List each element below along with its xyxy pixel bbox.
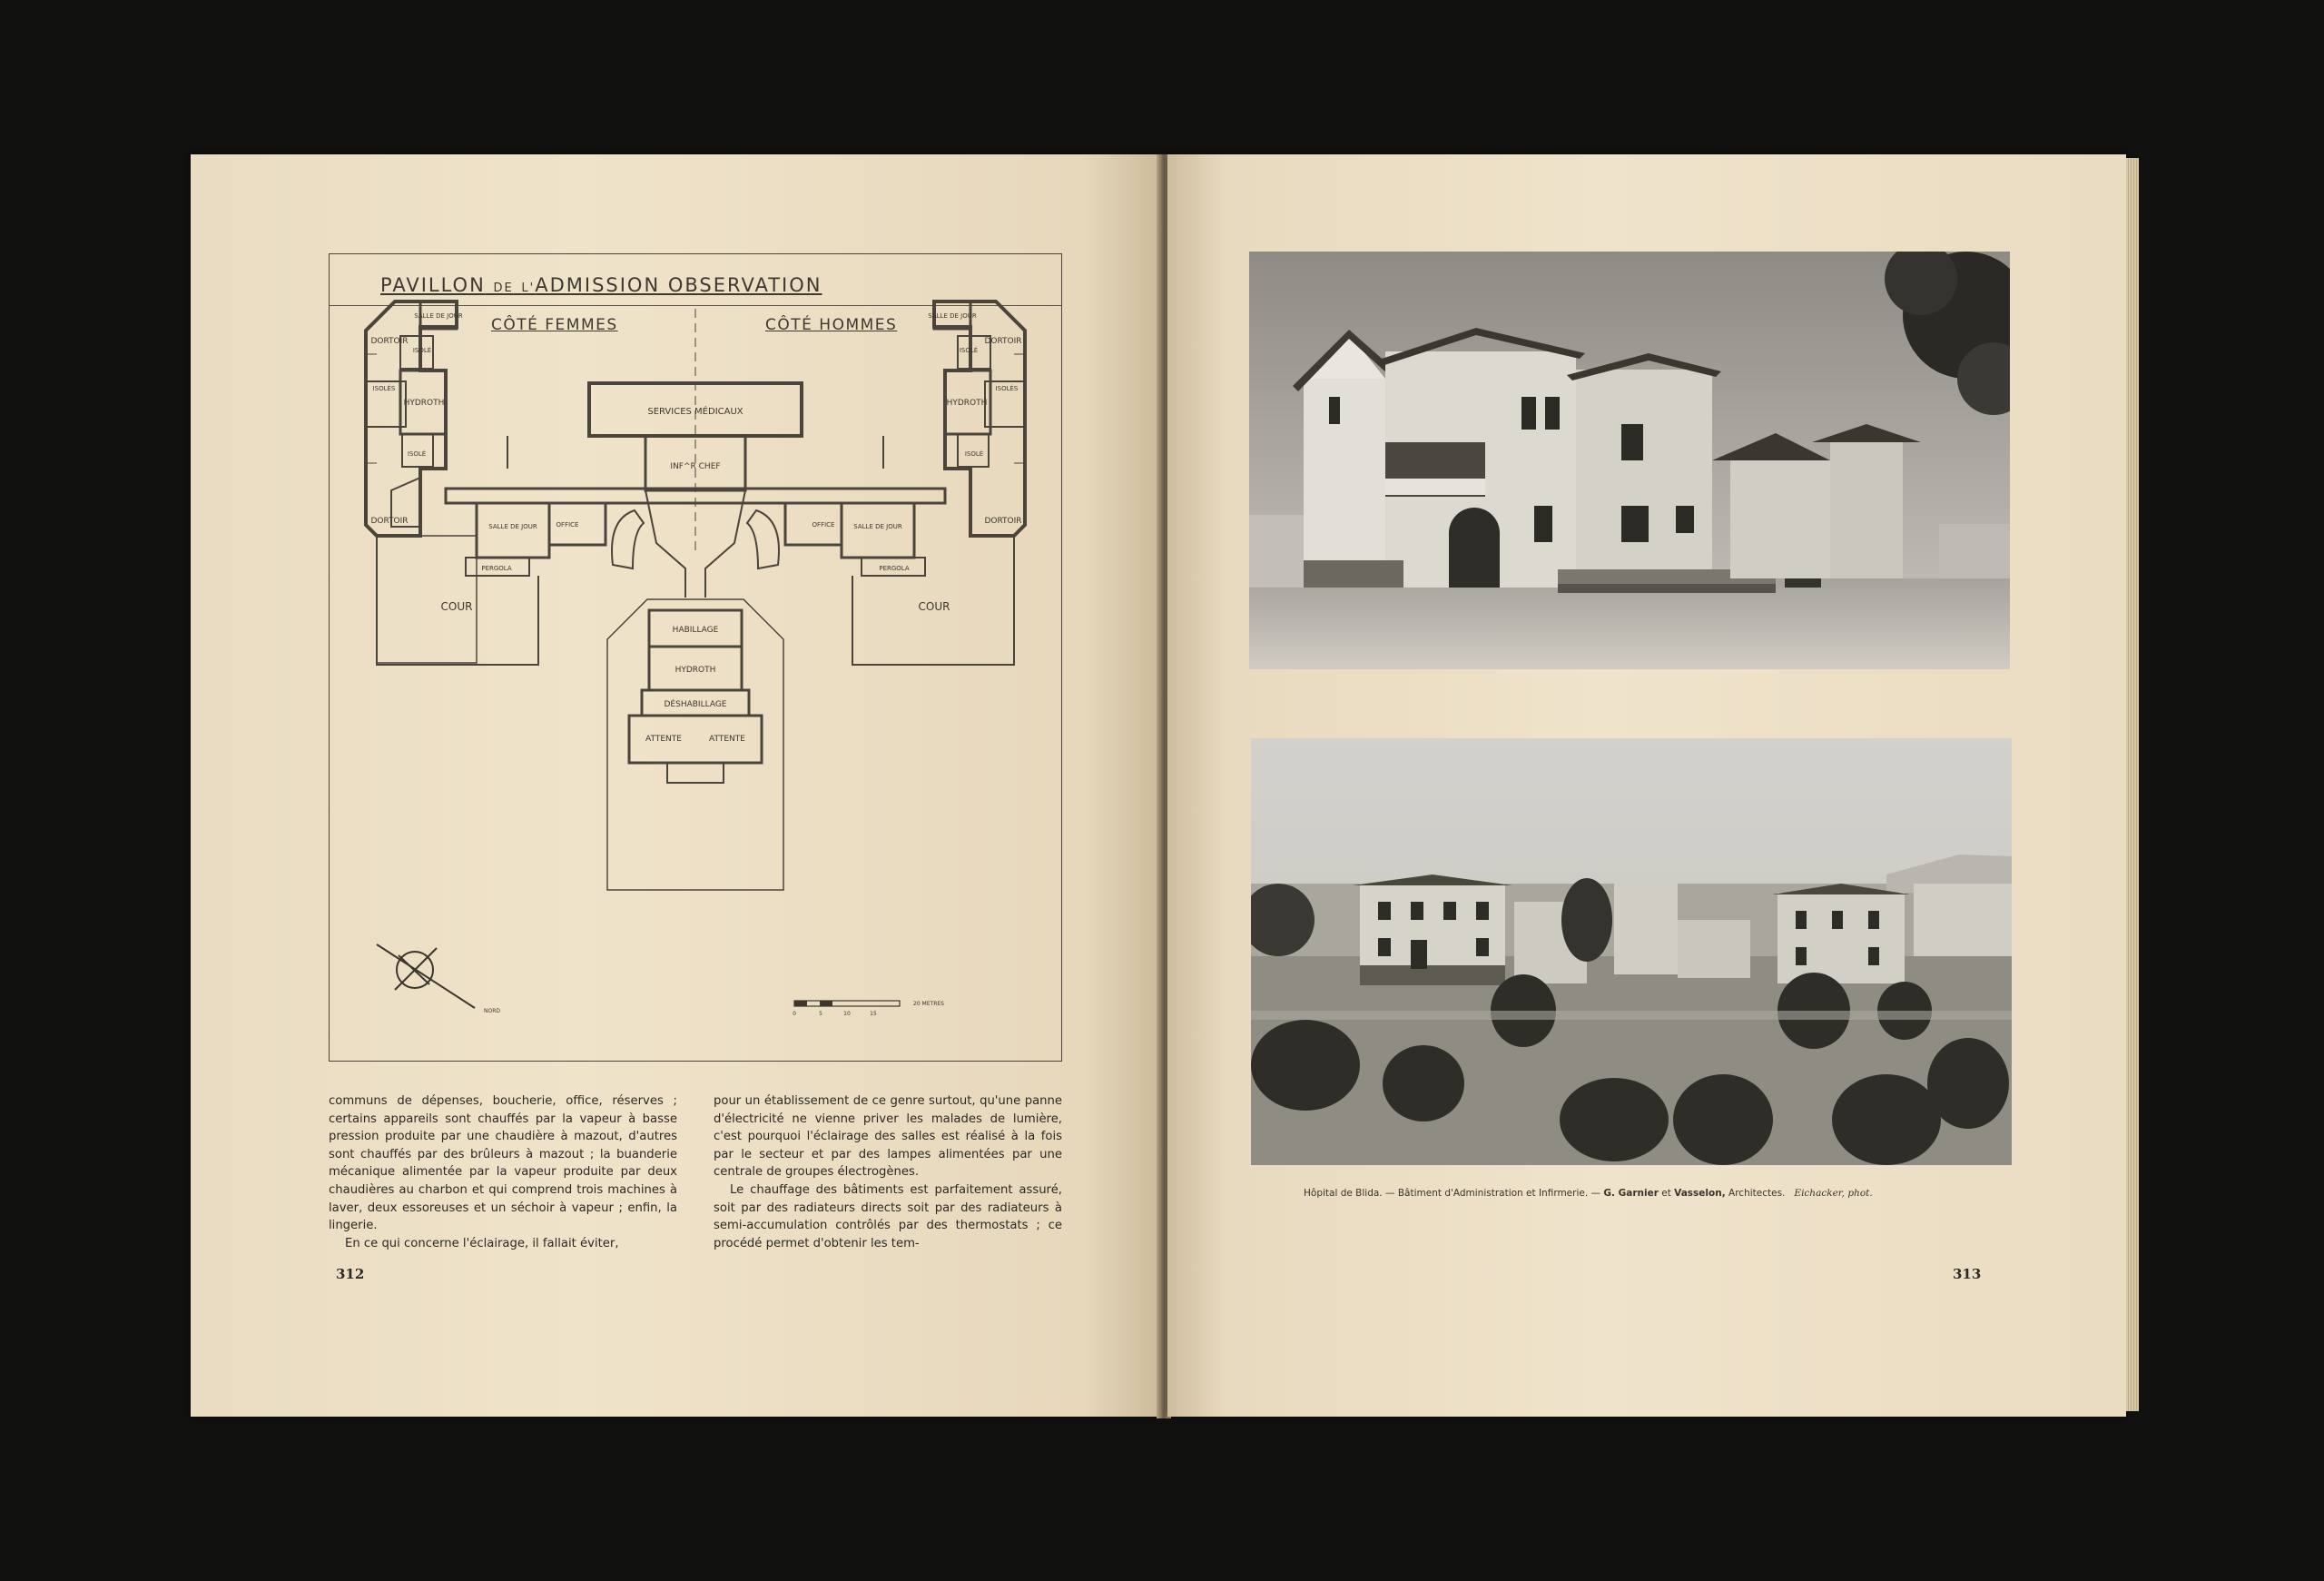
compass-icon	[377, 944, 475, 1008]
room-isoles-m: ISOLÉS	[995, 385, 1019, 392]
room-dortoir-m-bottom: DORTOIR	[984, 517, 1022, 526]
text-column-2	[714, 1092, 1062, 1252]
room-dortoir-w-bottom: DORTOIR	[370, 517, 409, 526]
scale-unit: 20 METRES	[913, 1001, 944, 1007]
room-hydroth-w: HYDROTH	[403, 399, 445, 408]
scale-tick-10: 10	[843, 1011, 851, 1017]
compass-label: NORD	[484, 1008, 500, 1014]
room-dortoir-w-top: DORTOIR	[370, 337, 409, 346]
caption-and: et	[1658, 1188, 1675, 1199]
col1-paragraph-1: communs de dépenses, boucherie, office, réserves ; certains appareils sont chauffés par la vapeur à basse pression produite par une chaudière à mazout, d'autres sont chauffés par des brûleurs à mazout ; la buanderie mécanique alimentée par la vapeur produite par deux chaudières au charbon et qui comprend trois machines à laver, deux essoreuses et un séchoir à vapeur ; enfin, la lingerie.	[329, 1094, 677, 1233]
caption-photographer: Eichacker, phot.	[1794, 1188, 1873, 1199]
room-deshabillage: DÉSHABILLAGE	[664, 700, 727, 709]
photo-hospital-pavilions	[1251, 738, 2012, 1165]
room-salle-jour-m: SALLE DE JOUR	[928, 312, 977, 320]
label-women-side: CÔTÉ FEMMES	[491, 316, 618, 334]
floor-plan	[329, 253, 1062, 1062]
room-pergola-w: PERGOLA	[481, 565, 512, 572]
room-isoles-w: ISOLÉS	[372, 385, 396, 392]
caption-subject: Bâtiment d'Administration et Infirmerie.	[1397, 1188, 1589, 1199]
room-dortoir-m-top: DORTOIR	[984, 337, 1022, 346]
room-attente-1: ATTENTE	[645, 735, 682, 744]
room-hydroth-s: HYDROTH	[675, 666, 716, 675]
room-pergola-m: PERGOLA	[879, 565, 910, 572]
room-isole-w-1: ISOLÉ	[412, 347, 432, 354]
caption-dash-2: —	[1588, 1188, 1604, 1199]
room-habillage: HABILLAGE	[672, 626, 719, 635]
text-column-1	[329, 1092, 677, 1252]
scale-bar	[793, 1001, 944, 1017]
scale-tick-0: 0	[793, 1011, 796, 1017]
plan-title-word-2: ADMISSION OBSERVATION	[535, 274, 822, 296]
photo-caption	[1304, 1188, 2021, 1199]
caption-dash-1: —	[1382, 1188, 1398, 1199]
scale-tick-5: 5	[819, 1011, 822, 1017]
room-salle-jour-w: SALLE DE JOUR	[414, 312, 463, 320]
room-office-w: OFFICE	[556, 521, 579, 529]
plan-title-l: L'	[521, 282, 536, 295]
room-salle-jour-m-2: SALLE DE JOUR	[853, 523, 902, 530]
room-isole-m-1: ISOLÉ	[959, 347, 979, 354]
room-infirmier-chef: INF^R CHEF	[670, 462, 721, 471]
room-isole-m-2: ISOLÉ	[964, 450, 984, 458]
caption-architect-2: Vasselon,	[1674, 1188, 1726, 1199]
room-attente-2: ATTENTE	[709, 735, 745, 744]
scale-tick-15: 15	[870, 1011, 877, 1017]
caption-role: Architectes.	[1725, 1188, 1786, 1199]
plan-drawing	[330, 254, 1061, 1061]
room-services-medicaux: SERVICES MÉDICAUX	[647, 407, 743, 417]
col2-paragraph-1: pour un établissement de ce genre surtout, qu'une panne d'électricité ne vienne priver les malades de lumière, c'est pourquoi l'éclairage des salles est réalisé à la fois par le secteur et par des lampes alimentées par une centrale de groupes électrogènes.	[714, 1094, 1062, 1180]
page-number-left: 312	[336, 1266, 365, 1282]
caption-place: Hôpital de Blida.	[1304, 1188, 1383, 1199]
room-cour-w: COUR	[440, 600, 473, 613]
col2-paragraph-2: Le chauffage des bâtiments est parfaitement assuré, soit par des radiateurs directs soit par des radiateurs à semi-accumulation contrôlés par des thermostats ; ce procédé permet d'obtenir les tem-	[714, 1182, 1062, 1250]
room-salle-jour-w-2: SALLE DE JOUR	[488, 523, 537, 530]
plan-title-de: DE	[493, 282, 514, 295]
label-men-side: CÔTÉ HOMMES	[765, 316, 898, 334]
room-cour-m: COUR	[918, 600, 950, 613]
page-number-right: 313	[1953, 1266, 1982, 1282]
room-isole-w-2: ISOLÉ	[407, 450, 427, 458]
plan-title-word-1: PAVILLON	[380, 274, 486, 296]
left-page	[191, 154, 1160, 1417]
photo-administration-building	[1249, 252, 2010, 669]
room-office-m: OFFICE	[812, 521, 835, 529]
room-hydroth-m: HYDROTH	[946, 399, 988, 408]
caption-architect-1: G. Garnier	[1603, 1188, 1659, 1199]
col1-paragraph-2: En ce qui concerne l'éclairage, il fallait éviter,	[345, 1236, 619, 1250]
